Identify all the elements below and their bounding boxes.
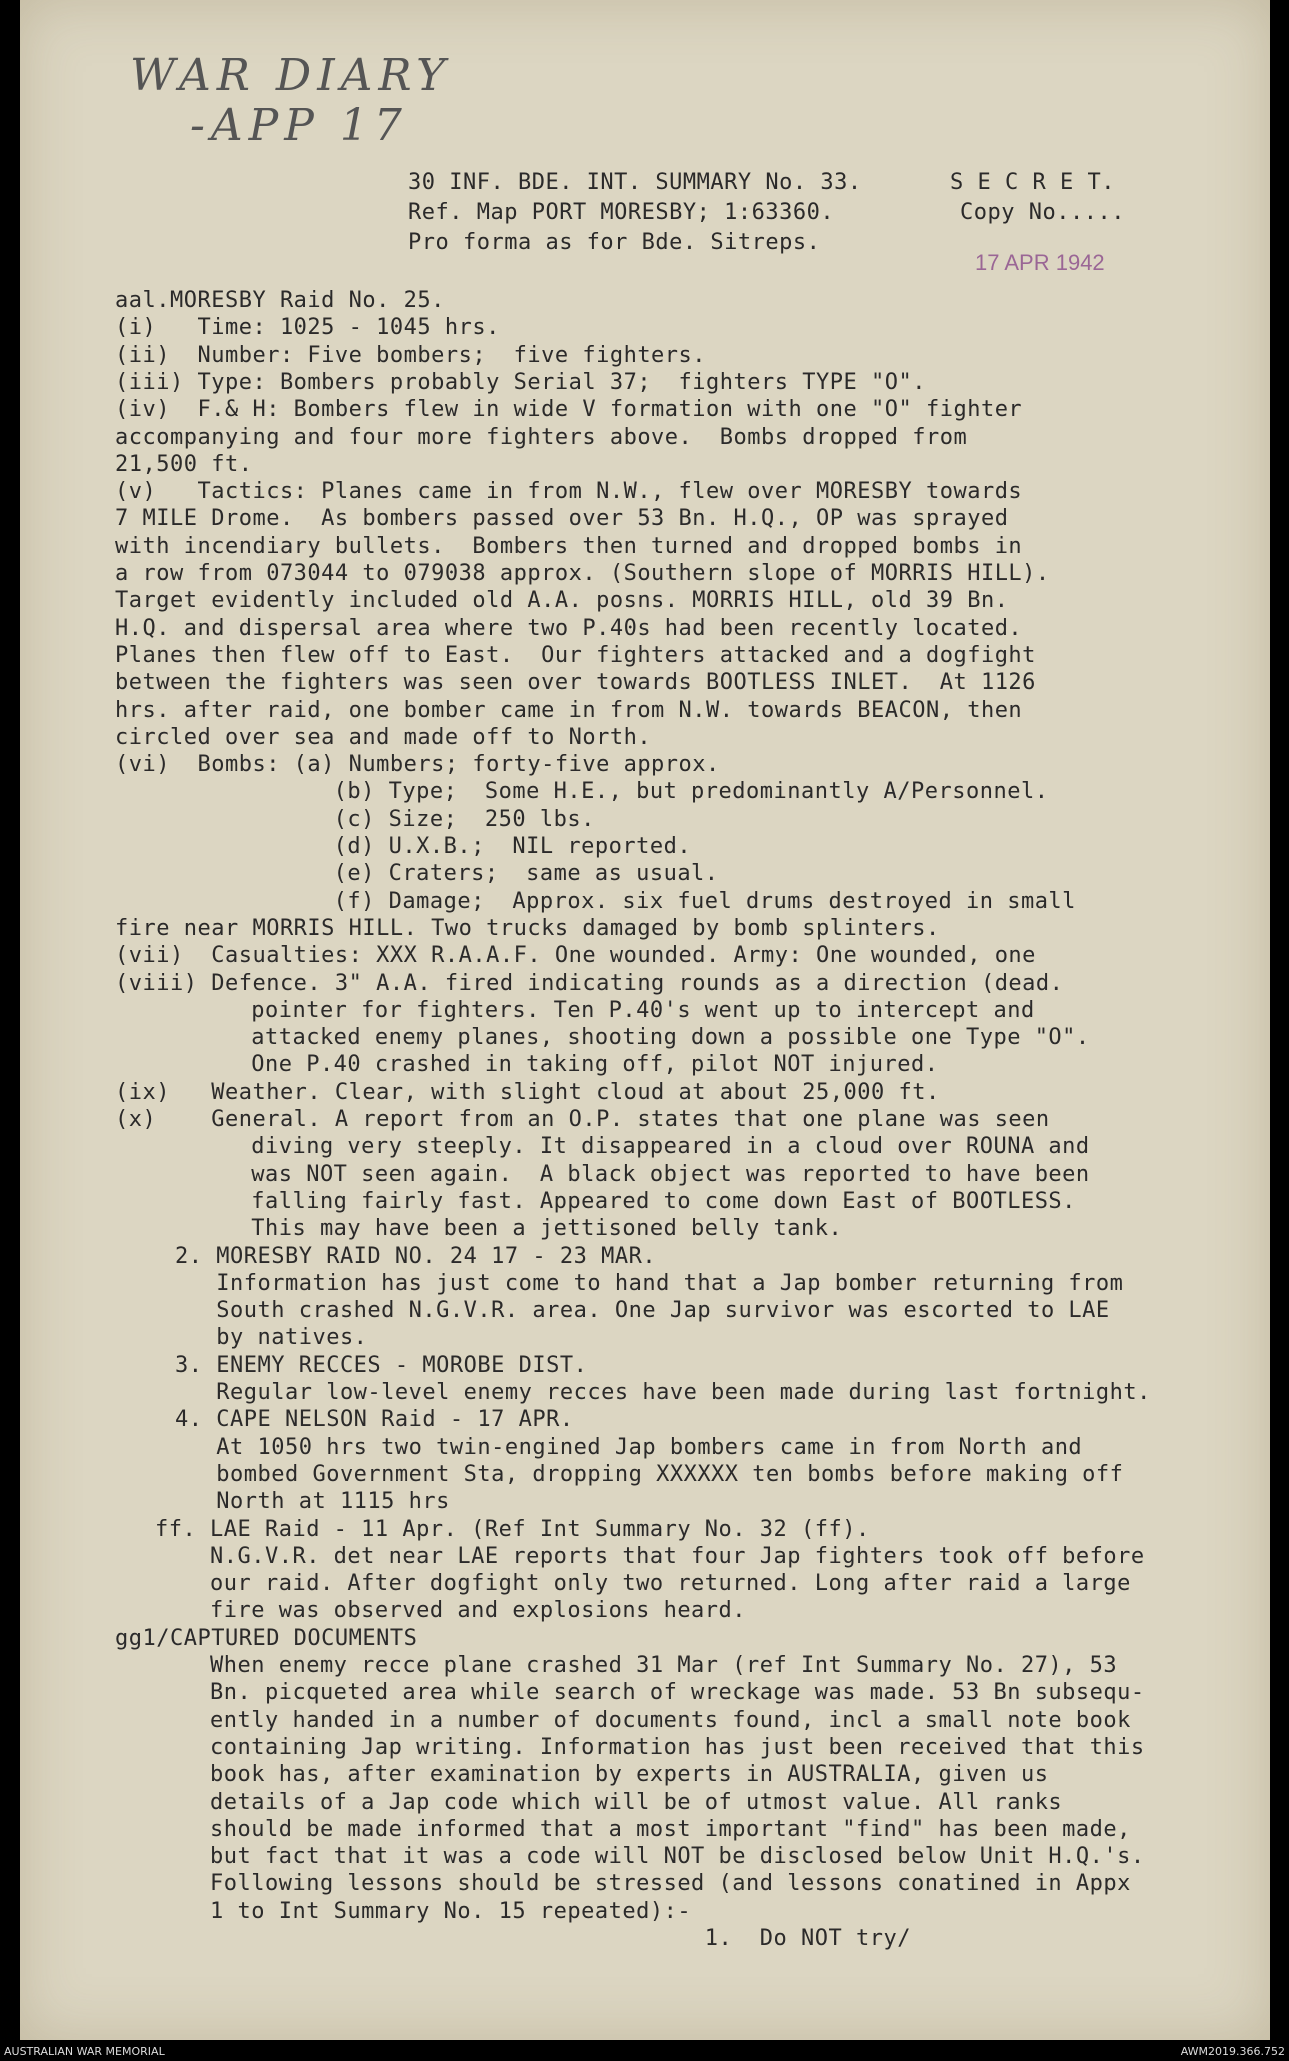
document-line: (b) Type; Some H.E., but predominantly A/Personnel. — [155, 779, 1049, 805]
document-line: One P.40 crashed in taking off, pilot NOT injured. — [155, 1052, 939, 1078]
document-line: South crashed N.G.V.R. area. One Jap survivor was escorted to LAE — [175, 1298, 1110, 1324]
document-line: N.G.V.R. det near LAE reports that four Jap fighters took off before — [155, 1543, 1145, 1569]
document-line: accompanying and four more fighters above. Bombs dropped from — [115, 424, 968, 450]
document-line: Following lessons should be stressed (and lessons conatined in Appx — [155, 1871, 1131, 1897]
copy-number: Copy No..... — [960, 200, 1125, 225]
document-line: H.Q. and dispersal area where two P.40s had been recently located. — [115, 615, 1023, 641]
document-line: book has, after examination by experts in AUSTRALIA, given us — [155, 1762, 1049, 1788]
footer-institution: AUSTRALIAN WAR MEMORIAL — [4, 2045, 165, 2058]
document-line: (i) Time: 1025 - 1045 hrs. — [115, 315, 500, 341]
document-line: (viii) Defence. 3" A.A. fired indicating rounds as a direction (dead. — [115, 970, 1064, 996]
document-line: 4. CAPE NELSON Raid - 17 APR. — [175, 1407, 574, 1433]
document-line: 3. ENEMY RECCES - MOROBE DIST. — [175, 1352, 588, 1378]
document-line: diving very steeply. It disappeared in a cloud over ROUNA and — [155, 1134, 1090, 1160]
footer-accession-id: AWM2019.366.752 — [1180, 2045, 1285, 2058]
document-line: (v) Tactics: Planes came in from N.W., flew over MORESBY towards — [115, 479, 1023, 505]
document-line: (vi) Bombs: (a) Numbers; forty-five approx. — [115, 752, 720, 778]
document-line: Target evidently included old A.A. posns. MORRIS HILL, old 39 Bn. — [115, 588, 1009, 614]
document-line: gg1/CAPTURED DOCUMENTS — [115, 1625, 418, 1651]
document-line: (x) General. A report from an O.P. states that one plane was seen — [115, 1107, 1050, 1132]
document-line: fire near MORRIS HILL. Two trucks damaged by bomb splinters. — [115, 915, 940, 941]
document-line: by natives. — [175, 1325, 368, 1351]
document-line: details of a Jap code which will be of utmost value. All ranks — [155, 1789, 1063, 1815]
document-line: circled over sea and made off to North. — [115, 724, 652, 750]
document-line: aal.MORESBY Raid No. 25. — [115, 288, 445, 313]
document-line: should be made informed that a most important "find" has been made, — [155, 1816, 1131, 1842]
document-line: Regular low-level enemy recces have been made during last fortnight. — [175, 1380, 1151, 1405]
document-line: our raid. After dogfight only two returned. Long after raid a large — [155, 1571, 1131, 1597]
document-line: 1. Do NOT try/ — [155, 1926, 911, 1951]
document-line: attacked enemy planes, shooting down a possible one Type "O". — [155, 1025, 1090, 1051]
document-line: (vii) Casualties: XXX R.A.A.F. One wounded. Army: One wounded, one — [115, 943, 1036, 969]
document-line: 2. MORESBY RAID NO. 24 17 - 23 MAR. — [175, 1243, 657, 1269]
document-line: (iv) F.& H: Bombers flew in wide V formation with one "O" fighter — [115, 397, 1023, 423]
proforma-note: Pro forma as for Bde. Sitreps. — [408, 230, 821, 255]
document-line: fire was observed and explosions heard. — [155, 1598, 747, 1624]
secret-marking: S E C R E T. — [950, 170, 1115, 195]
document-line: (d) U.X.B.; NIL reported. — [155, 834, 692, 859]
document-line: (f) Damage; Approx. six fuel drums destroyed in small — [155, 888, 1076, 914]
date-stamp: 17 APR 1942 — [975, 250, 1105, 275]
document-line: ently handed in a number of documents found, incl a small note book — [155, 1707, 1131, 1733]
document-line: When enemy recce plane crashed 31 Mar (ref Int Summary No. 27), 53 — [155, 1653, 1118, 1678]
document-line: Bn. picqueted area while search of wreckage was made. 53 Bn subsequ- — [155, 1680, 1145, 1706]
document-line: North at 1115 hrs — [175, 1489, 450, 1515]
document-line: 1 to Int Summary No. 15 repeated):- — [155, 1898, 692, 1924]
document-line: a row from 073044 to 079038 approx. (Southern slope of MORRIS HILL). — [115, 561, 1050, 586]
document-line: Planes then flew off to East. Our fighters attacked and a dogfight — [115, 642, 1036, 668]
document-line: between the fighters was seen over towards BOOTLESS INLET. At 1126 — [115, 670, 1036, 696]
document-line: pointer for fighters. Ten P.40's went up to intercept and — [155, 997, 1035, 1023]
document-line: 21,500 ft. — [115, 451, 253, 477]
handwritten-note-line1: WAR DIARY — [130, 50, 452, 101]
document-line: hrs. after raid, one bomber came in from N.W. towards BEACON, then — [115, 697, 1023, 723]
document-line: containing Jap writing. Information has just been received that this — [155, 1734, 1145, 1760]
document-line: falling fairly fast. Appeared to come down East of BOOTLESS. — [155, 1188, 1076, 1214]
document-line: 7 MILE Drome. As bombers passed over 53 Bn. H.Q., OP was sprayed — [115, 506, 1009, 532]
document-page — [20, 0, 1270, 2040]
document-line: (iii) Type: Bombers probably Serial 37; fighters TYPE "O". — [115, 369, 926, 395]
document-line: This may have been a jettisoned belly tank. — [155, 1216, 843, 1242]
document-line: Information has just come to hand that a Jap bomber returning from — [175, 1270, 1124, 1296]
document-line: (e) Craters; same as usual. — [155, 861, 719, 887]
document-line: (ii) Number: Five bombers; five fighters. — [115, 342, 707, 368]
document-line: ff. LAE Raid - 11 Apr. (Ref Int Summary No. 32 (ff). — [155, 1516, 870, 1542]
map-reference: Ref. Map PORT MORESBY; 1:63360. — [408, 200, 835, 225]
document-line: (c) Size; 250 lbs. — [155, 806, 595, 832]
document-line: At 1050 hrs two twin-engined Jap bombers came in from North and — [175, 1434, 1083, 1460]
handwritten-note-line2: -APP 17 — [190, 100, 408, 151]
document-line: but fact that it was a code will NOT be disclosed below Unit H.Q.'s. — [155, 1844, 1145, 1870]
document-line: bombed Government Sta, dropping XXXXXX ten bombs before making off — [175, 1461, 1124, 1487]
document-line: with incendiary bullets. Bombers then turned and dropped bombs in — [115, 533, 1023, 559]
document-line: (ix) Weather. Clear, with slight cloud at about 25,000 ft. — [115, 1079, 940, 1105]
summary-title: 30 INF. BDE. INT. SUMMARY No. 33. — [408, 170, 862, 195]
document-line: was NOT seen again. A black object was reported to have been — [155, 1161, 1090, 1187]
